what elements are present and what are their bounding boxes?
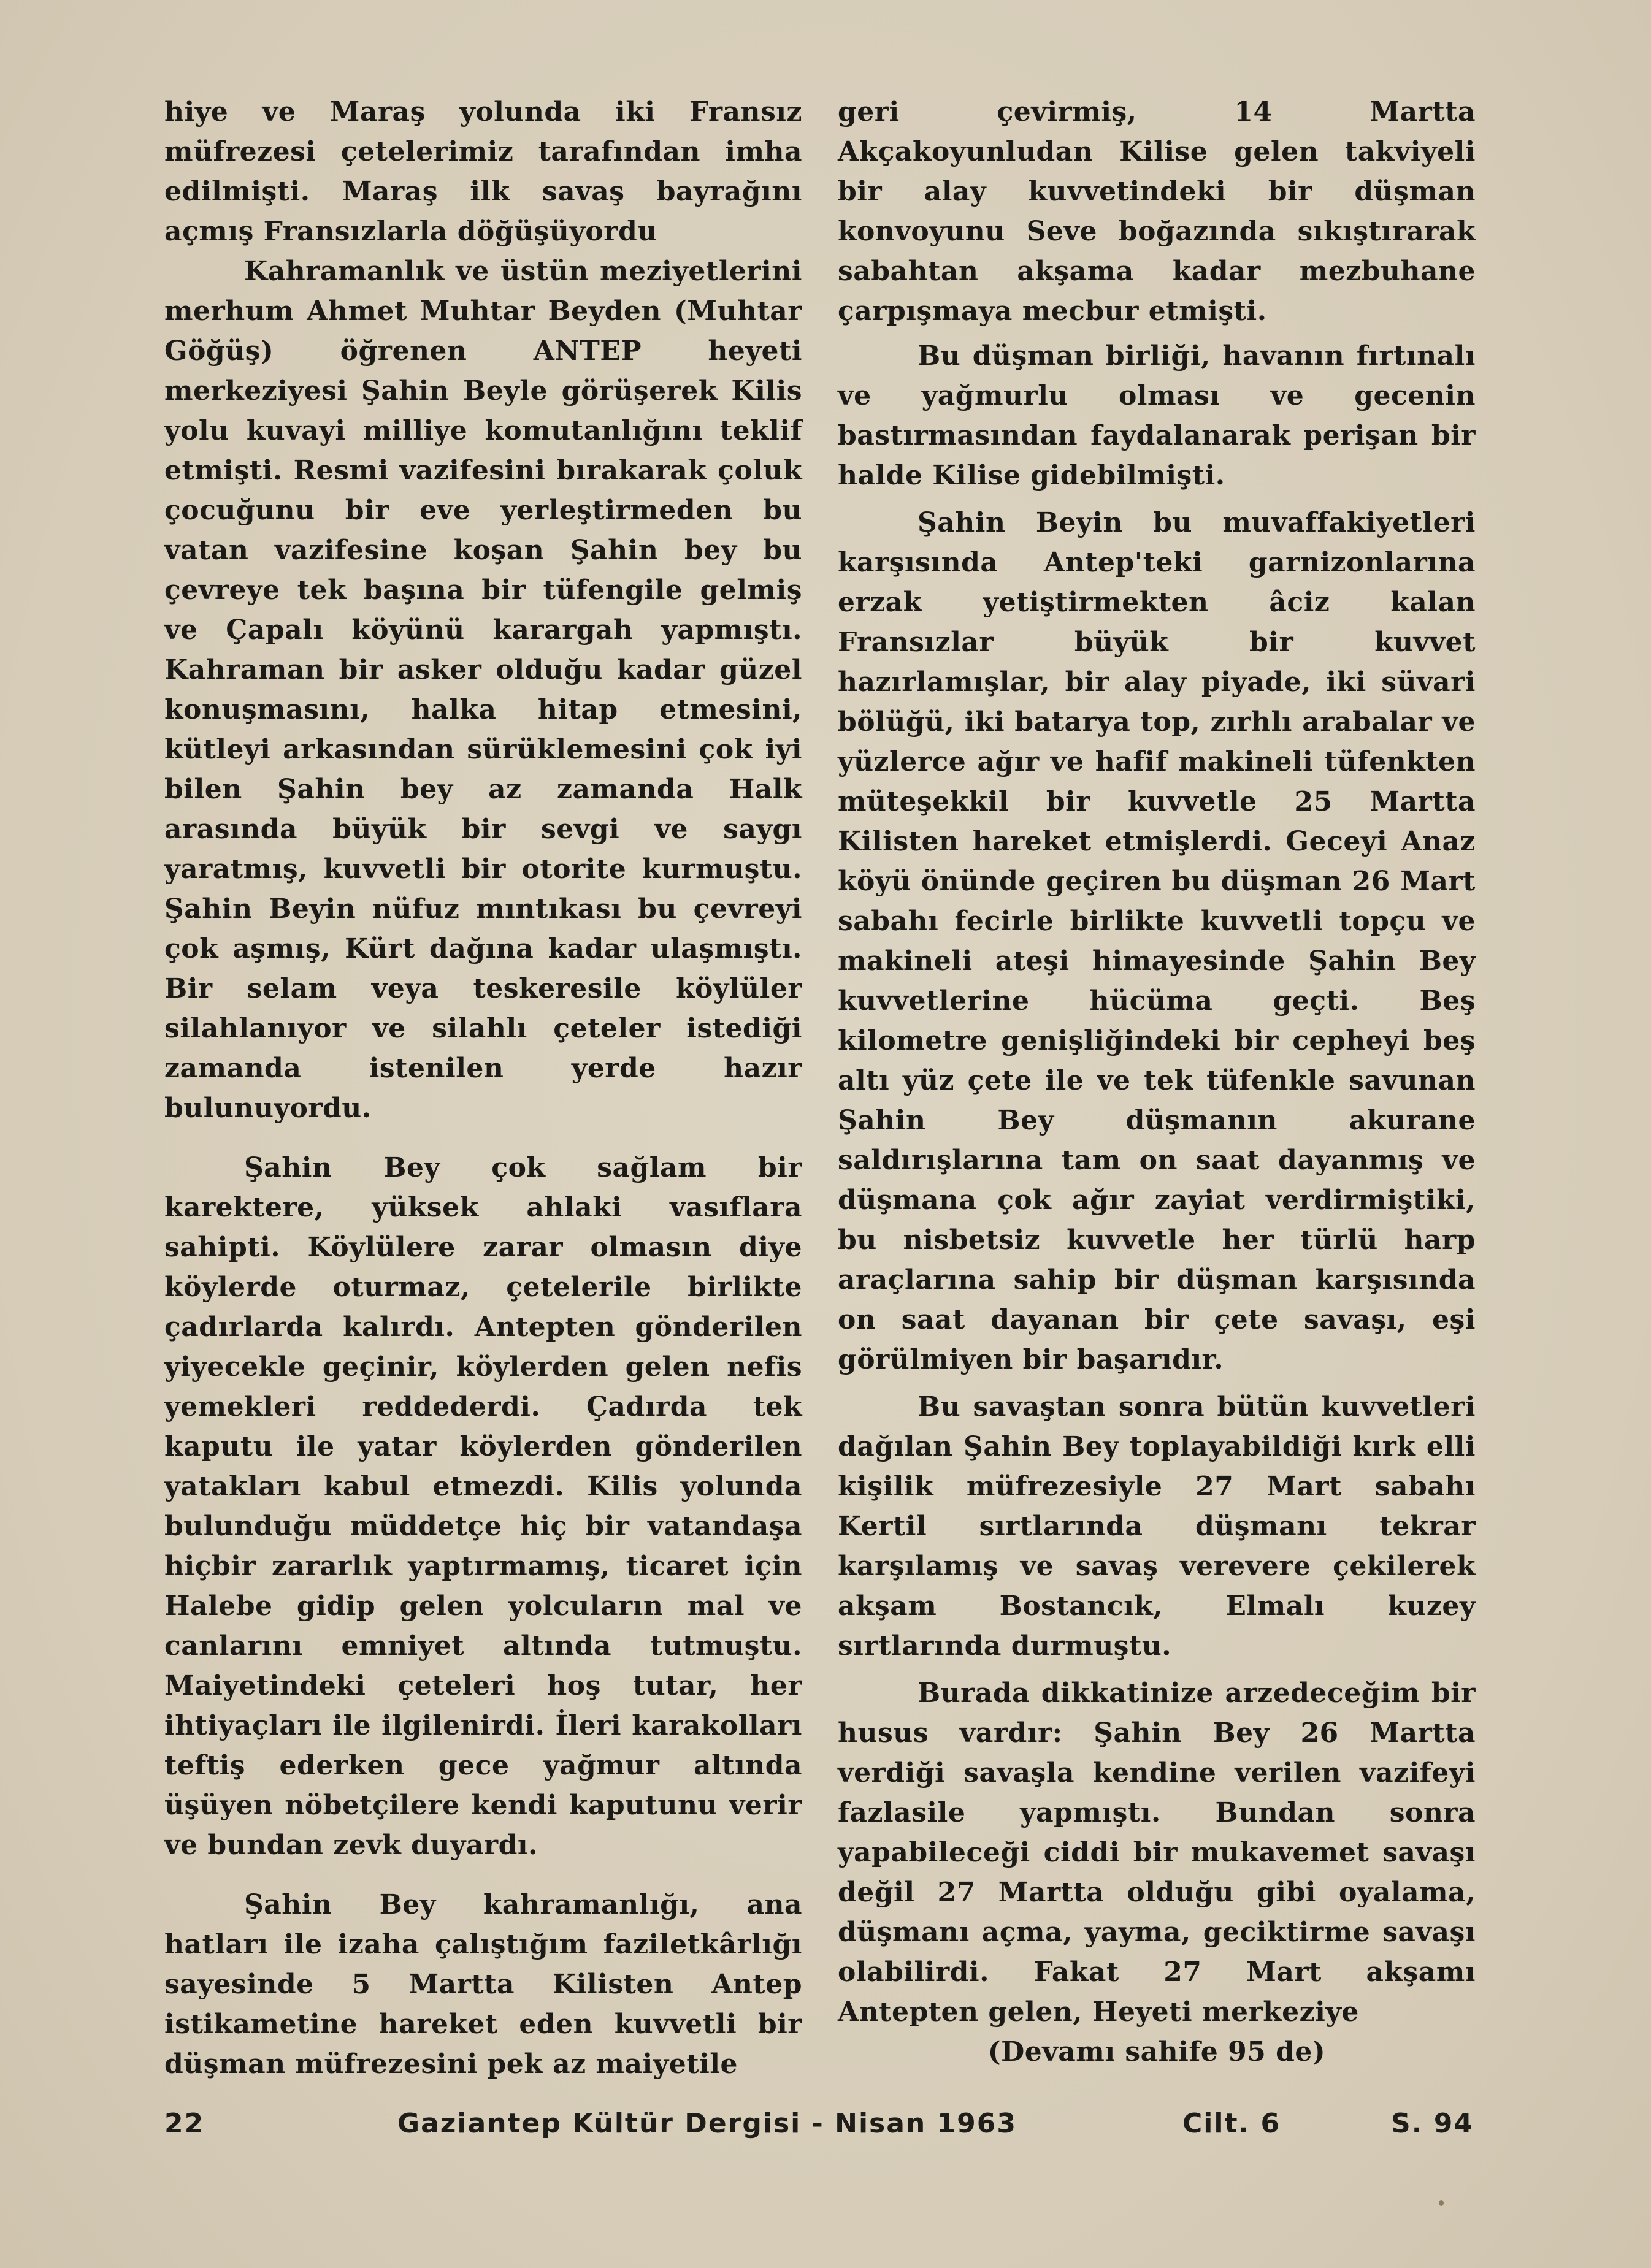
paragraph: geri çevirmiş, 14 Martta Akçakoyunludan Kilise gelen takviyeli bir alay kuvvetindeki bir düşman konvoyunu Seve boğazında sıkıştırarak sabahtan akşama kadar mezbuhane çarpışmaya mecbur etmişti. bbox=[838, 96, 1476, 327]
volume-label: Cilt. 6 bbox=[1182, 2108, 1281, 2139]
paragraph: Bu düşman birliği, havanın fırtınalı ve yağmurlu olması ve gecenin bastırmasından faydalanarak perişan bir halde Kilise gidebilmişti. bbox=[838, 340, 1476, 491]
issue-label: S. 94 bbox=[1391, 2108, 1474, 2139]
paragraph: hiye ve Maraş yolunda iki Fransız müfrezesi çetelerimiz tarafından imha edilmişti. Maraş ilk savaş bayrağını açmış Fransızlarla döğüşüyordu bbox=[164, 96, 802, 247]
continued-note: (Devamı sahife 95 de) bbox=[987, 2036, 1326, 2068]
left-text-column bbox=[164, 92, 802, 2084]
right-text-column bbox=[838, 92, 1476, 2072]
journal-title: Gaziantep Kültür Dergisi - Nisan 1963 bbox=[397, 2108, 1017, 2139]
page-number: 22 bbox=[164, 2108, 205, 2139]
page-footer bbox=[164, 2108, 1477, 2145]
paper-speck bbox=[1439, 2200, 1444, 2206]
paragraph: Şahin Bey kahramanlığı, ana hatları ile izaha çalıştığım faziletkârlığı sayesinde 5 Martta Kilisten Antep istikametine hareket eden kuvvetli bir düşman müfrezesini pek az maiyetile bbox=[164, 1889, 802, 2080]
paragraph: Burada dikkatinize arzedeceğim bir husus vardır: Şahin Bey 26 Martta verdiği savaşla kendine verilen vazifeyi fazlasile yapmıştı. Bundan sonra yapabileceği ciddi bir mukavemet savaşı değil 27 Martta olduğu gibi oyalama, düşmanı açma, yayma, geciktirme savaşı olabilirdi. Fakat 27 Mart akşamı Antepten gelen, Heyeti merkeziye bbox=[838, 1678, 1476, 2028]
paragraph: Kahramanlık ve üstün meziyetlerini merhum Ahmet Muhtar Beyden (Muhtar Göğüş) öğrenen ANTEP heyeti merkeziyesi Şahin Beyle görüşerek Kilis yolu kuvayi milliye komutanlığını teklif etmişti. Resmi vazifesini bırakarak çoluk çocuğunu bir eve yerleştirmeden bu vatan vazifesine koşan Şahin bey bu çevreye tek başına bir tüfengile gelmiş ve Çapalı köyünü karargah yapmıştı. Kahraman bir asker olduğu kadar güzel konuşmasını, halka hitap etmesini, kütleyi arkasından sürüklemesini çok iyi bilen Şahin bey az zamanda Halk arasında büyük bir sevgi ve saygı yaratmış, kuvvetli bir otorite kurmuştu. Şahin Beyin nüfuz mıntıkası bu çevreyi çok aşmış, Kürt dağına kadar ulaşmıştı. Bir selam veya teskeresile köylüler silahlanıyor ve silahlı çeteler istediği zamanda istenilen yerde hazır bulunuyordu. bbox=[164, 256, 802, 1124]
paragraph: Bu savaştan sonra bütün kuvvetleri dağılan Şahin Bey toplayabildiği kırk elli kişilik müfrezesiyle 27 Mart sabahı Kertil sırtlarında düşmanı tekrar karşılamış ve savaş verevere çekilerek akşam Bostancık, Elmalı kuzey sırtlarında durmuştu. bbox=[838, 1391, 1476, 1662]
paragraph: Şahin Bey çok sağlam bir karektere, yüksek ahlaki vasıflara sahipti. Köylülere zarar olmasın diye köylerde oturmaz, çetelerile birlikte çadırlarda kalırdı. Antepten gönderilen yiyecekle geçinir, köylerden gelen nefis yemekleri reddederdi. Çadırda tek kaputu ile yatar köylerden gönderilen yatakları kabul etmezdi. Kilis yolunda bulunduğu müddetçe hiç bir vatandaşa hiçbir zararlık yaptırmamış, ticaret için Halebe gidip gelen yolcuların mal ve canlarını emniyet altında tutmuştu. Maiyetindeki çeteleri hoş tutar, her ihtiyaçları ile ilgilenirdi. İleri karakolları teftiş ederken gece yağmur altında üşüyen nöbetçilere kendi kaputunu verir ve bundan zevk duyardı. bbox=[164, 1152, 802, 1861]
paragraph: Şahin Beyin bu muvaffakiyetleri karşısında Antep'teki garnizonlarına erzak yetiştirmekten âciz kalan Fransızlar büyük bir kuvvet hazırlamışlar, bir alay piyade, iki süvari bölüğü, iki batarya top, zırhlı arabalar ve yüzlerce ağır ve hafif makineli tüfenkten müteşekkil bir kuvvetle 25 Martta Kilisten hareket etmişlerdi. Geceyi Anaz köyü önünde geçiren bu düşman 26 Mart sabahı fecirle birlikte kuvvetli topçu ve makineli ateşi himayesinde Şahin Bey kuvvetlerine hücüma geçti. Beş kilometre genişliğindeki bir cepheyi beş altı yüz çete ile ve tek tüfenkle savunan Şahin Bey düşmanın akurane saldırışlarına tam on saat dayanmış ve düşmana çok ağır zayiat verdirmiştiki, bu nisbetsiz kuvvetle her türlü harp araçlarına sahip bir düşman karşısında on saat dayanan bir çete savaşı, eşi görülmiyen bir başarıdır. bbox=[838, 507, 1476, 1375]
